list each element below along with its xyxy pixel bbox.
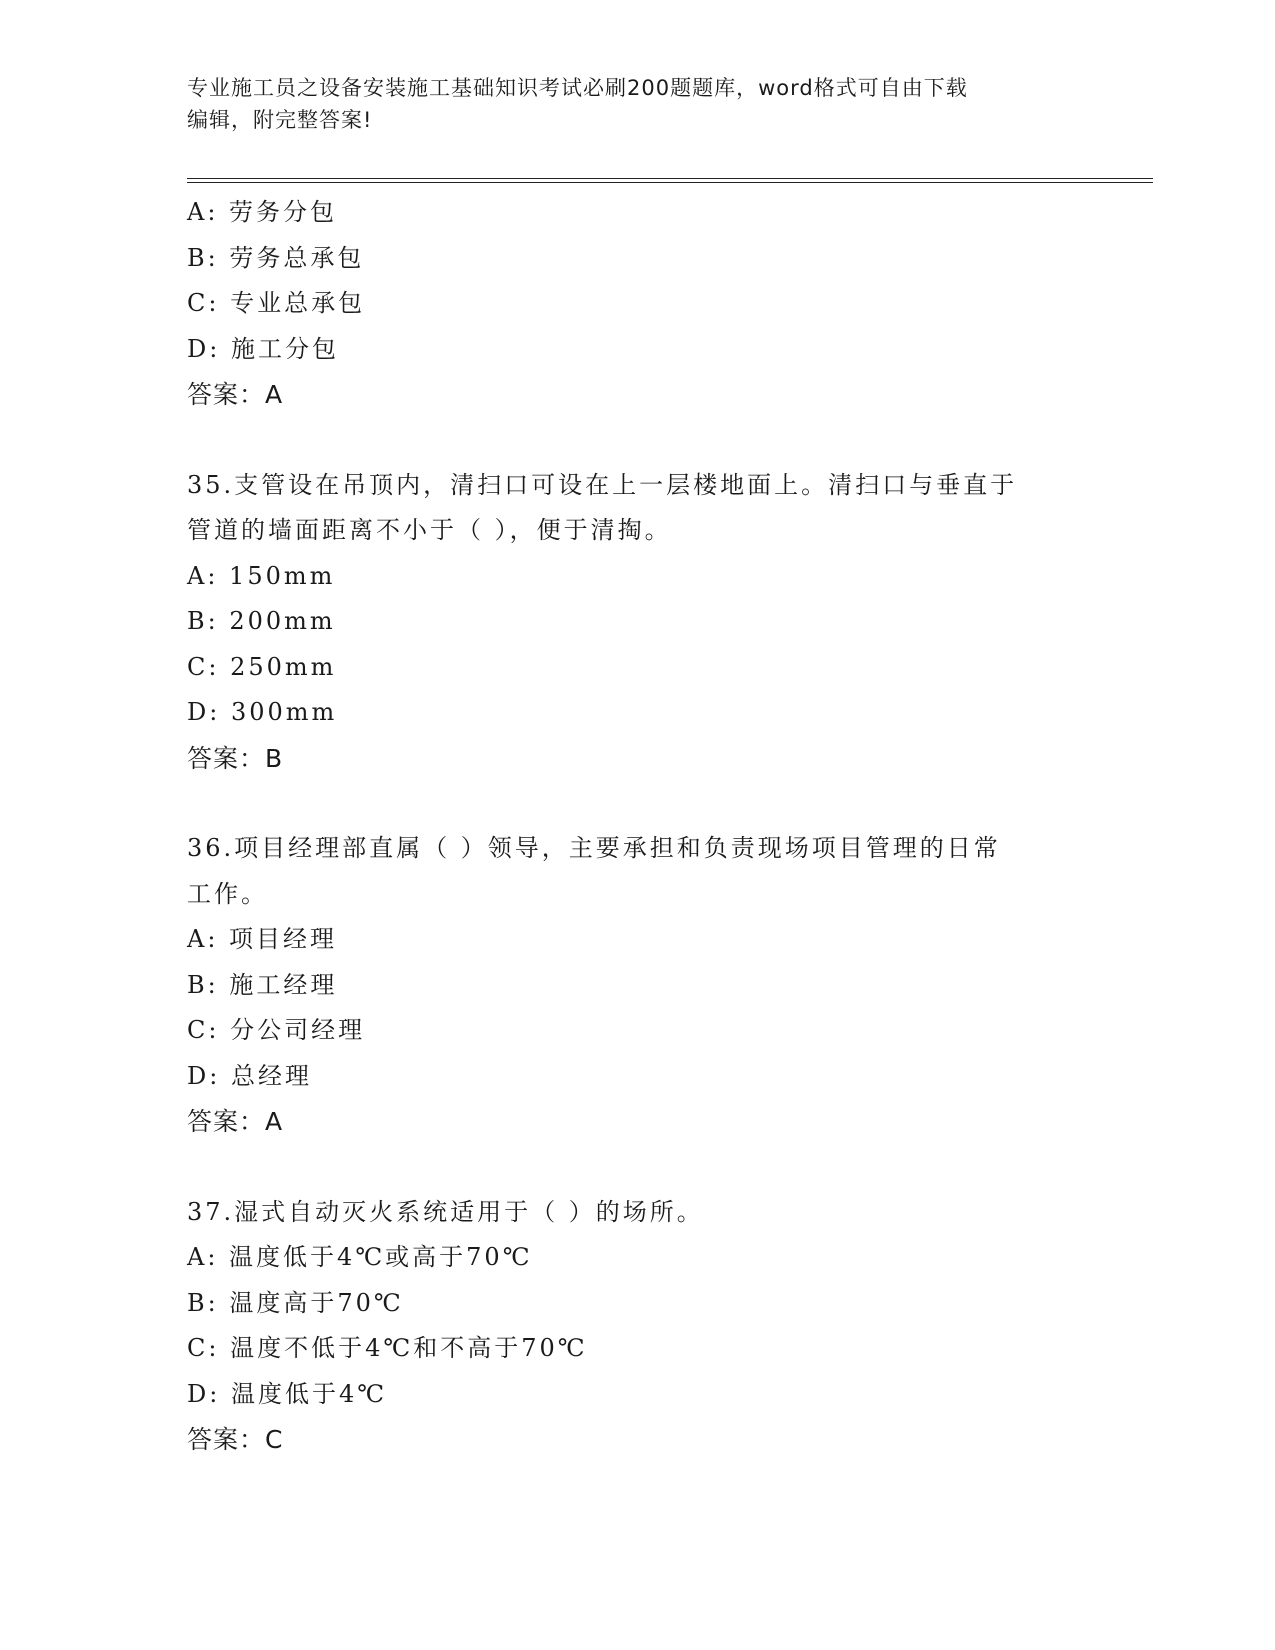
question-36	[187, 826, 1107, 1145]
option-b: B: 200mm	[187, 607, 336, 635]
answer: 答案：B	[187, 743, 284, 773]
question-37	[187, 1190, 1107, 1463]
header-title-line-2: 编辑，附完整答案!	[187, 108, 373, 132]
option-a: A: 150mm	[187, 561, 336, 590]
answer: 答案：A	[187, 1107, 284, 1136]
question-list	[187, 190, 1107, 1463]
question-text-line-2: 管道的墙面距离不小于（ ），便于清掏。	[187, 516, 672, 544]
answer: 答案：C	[187, 1425, 284, 1454]
question-text-line-1: 36.项目经理部直属（ ）领导，主要承担和负责现场项目管理的日常	[187, 834, 1001, 862]
option-b: B: 温度高于70℃	[187, 1288, 404, 1317]
spacer	[187, 1145, 1107, 1190]
question-35	[187, 463, 1107, 782]
question-34	[187, 190, 1107, 418]
option-a: A: 劳务分包	[187, 198, 338, 226]
header-divider-top	[187, 178, 1153, 179]
spacer	[187, 781, 1107, 826]
question-text-line-2: 工作。	[187, 879, 268, 908]
option-c: C: 专业总承包	[187, 289, 366, 317]
option-d: D: 施工分包	[187, 334, 339, 363]
header-title-line-1: 专业施工员之设备安装施工基础知识考试必刷200题题库，word格式可自由下载	[187, 76, 968, 100]
option-d: D: 温度低于4℃	[187, 1379, 388, 1408]
option-b: B: 劳务总承包	[187, 243, 365, 272]
option-a: A: 项目经理	[187, 925, 338, 953]
header-divider-bottom	[187, 182, 1153, 183]
answer: 答案：A	[187, 380, 284, 409]
option-c: C: 250mm	[187, 652, 337, 681]
question-text-line-1: 35.支管设在吊顶内，清扫口可设在上一层楼地面上。清扫口与垂直于	[187, 470, 1018, 499]
option-d: D: 总经理	[187, 1061, 312, 1090]
option-b: B: 施工经理	[187, 970, 338, 999]
option-c: C: 温度不低于4℃和不高于70℃	[187, 1334, 588, 1362]
option-d: D: 300mm	[187, 698, 338, 726]
option-a: A: 温度低于4℃或高于70℃	[187, 1243, 533, 1271]
option-c: C: 分公司经理	[187, 1016, 366, 1044]
document-header	[187, 72, 1087, 136]
question-text-line-1: 37.湿式自动灭火系统适用于（ ）的场所。	[187, 1197, 704, 1226]
spacer	[187, 418, 1107, 463]
